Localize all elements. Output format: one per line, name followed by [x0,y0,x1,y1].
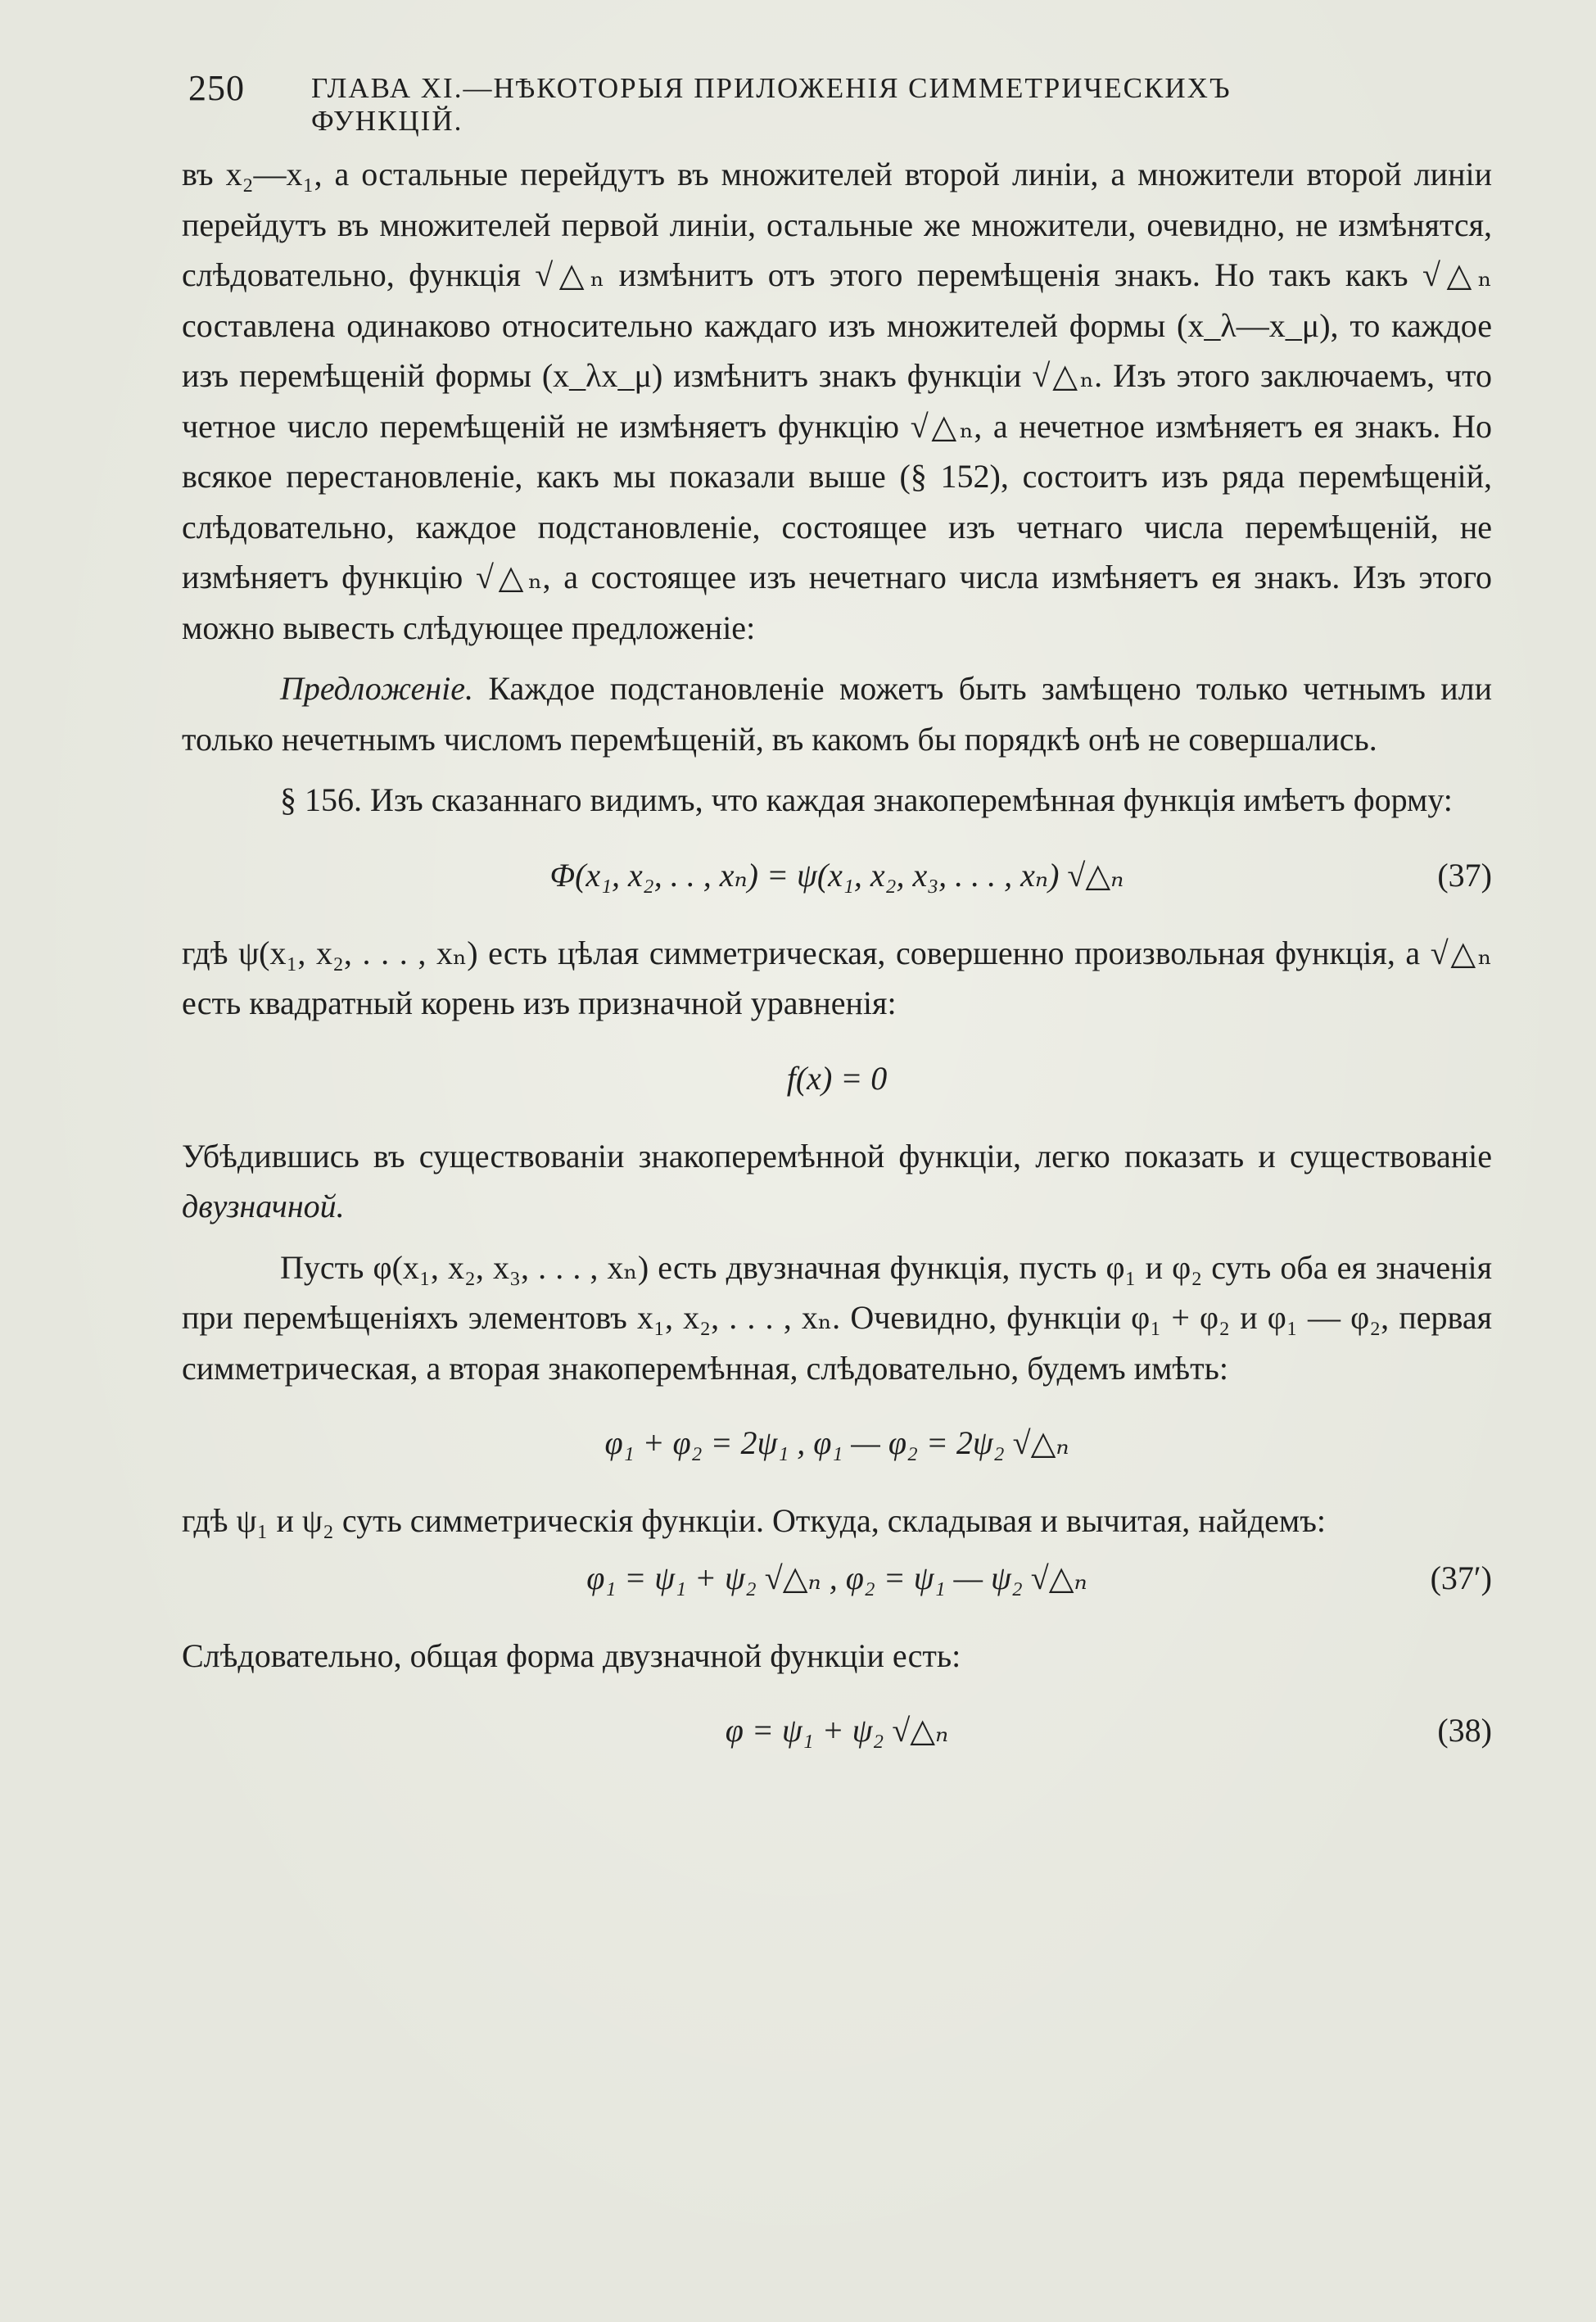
equation-37-prime [182,1553,1492,1603]
page-number: 250 [188,68,245,108]
page-header [188,67,1384,137]
paragraph-phi: Пусть φ(x₁, x₂, x₃, . . . , xₙ) есть двузначная функція, пусть φ₁ и φ₂ суть оба ея значенія при перемѣщеніяхъ элементовъ x₁, x₂, . . . , xₙ. Очевидно, функціи φ₁ + φ₂ и φ₁ — φ₂, первая симметрическая, а вторая знакоперемѣнная, слѣдовательно, будемъ имѣть: [182,1248,1492,1387]
equation-sum-diff-formula: φ₁ + φ₂ = 2ψ₁ , φ₁ — φ₂ = 2ψ₂ √△ₙ [604,1424,1069,1461]
equation-fx-formula: f(x) = 0 [786,1059,888,1097]
paragraph-proposition [182,663,1492,764]
equation-38 [182,1705,1492,1755]
equation-38-formula: φ = ψ₁ + ψ₂ √△ₙ [725,1712,949,1749]
page-body [182,149,1492,1783]
equation-37-prime-number: (37ʹ) [1430,1559,1492,1596]
running-title: ГЛАВА XI.—НѢКОТОРЫЯ ПРИЛОЖЕНІЯ СИММЕТРИЧЕСКИХЪ ФУНКЦІЙ. [311,72,1232,137]
equation-sum-diff [182,1418,1492,1468]
paragraph-where-psi: гдѣ ψ(x₁, x₂, . . . , xₙ) есть цѣлая симметрическая, совершенно произвольная функція, а √△ₙ есть квадратный корень изъ признaчной уравненія: [182,934,1492,1021]
word-dvuznachnoy: двузначной. [182,1188,345,1224]
proposition-text: Каждое подстановленіе можетъ быть замѣщено только четнымъ или только нечетнымъ числомъ перемѣщеній, въ какомъ бы порядкѣ онѣ не совершались. [182,670,1493,758]
equation-37-number: (37) [1437,856,1492,894]
equation-fx [182,1053,1492,1103]
paragraph-symmetric: гдѣ ψ₁ и ψ₂ суть симметрическія функціи. Откуда, складывая и вычитая, найдемъ: [182,1502,1327,1539]
existence-text: Убѣдившись въ существованіи знакоперемѣнной функціи, легко показать и существованіе [182,1137,1492,1175]
equation-37-formula: Φ(x₁, x₂, . . , xₙ) = ψ(x₁, x₂, x₃, . . . , xₙ) √△ₙ [549,856,1124,894]
paragraph-existence [182,1131,1492,1232]
equation-37-prime-formula: φ₁ = ψ₁ + ψ₂ √△ₙ , φ₂ = ψ₁ — ψ₂ √△ₙ [586,1559,1087,1596]
paragraph-general-form: Слѣдовательно, общая форма двузначной функціи есть: [182,1636,961,1674]
proposition-label: Предложеніе. [280,670,473,707]
equation-38-number: (38) [1437,1712,1492,1749]
paragraph-1: въ x₂—x₁, а остальные перейдутъ въ множителей второй линіи, а множители второй линіи перейдутъ въ множителей первой линіи, остальные же множители, очевидно, не измѣнятся, слѣдовательно, функція √△ₙ измѣнитъ отъ этого перемѣщенія знакъ. Но такъ какъ √△ₙ составлена одинаково относительно каждаго изъ множителей формы (x_λ—x_μ), то каждое изъ перемѣщеній формы (x_λx_μ) измѣнитъ знакъ функціи √△ₙ. Изъ этого заключаемъ, что четное число перемѣщеній не измѣняетъ функцію √△ₙ, а нечетное измѣняетъ ея знакъ. Но всякое перестановленіе, какъ мы показали выше (§ 152), состоитъ изъ ряда перемѣщеній, слѣдовательно, каждое подстановленіе, состоящее изъ четнаго числа перемѣщеній, не измѣняетъ функцію √△ₙ, а состоящее изъ нечетнаго числа измѣняетъ ея знакъ. Изъ этого можно вывесть слѣдующее предложеніе: [182,156,1492,646]
equation-37 [182,850,1492,900]
paragraph-section-156: § 156. Изъ сказаннаго видимъ, что каждая знакоперемѣнная функція имѣетъ форму: [280,781,1453,818]
